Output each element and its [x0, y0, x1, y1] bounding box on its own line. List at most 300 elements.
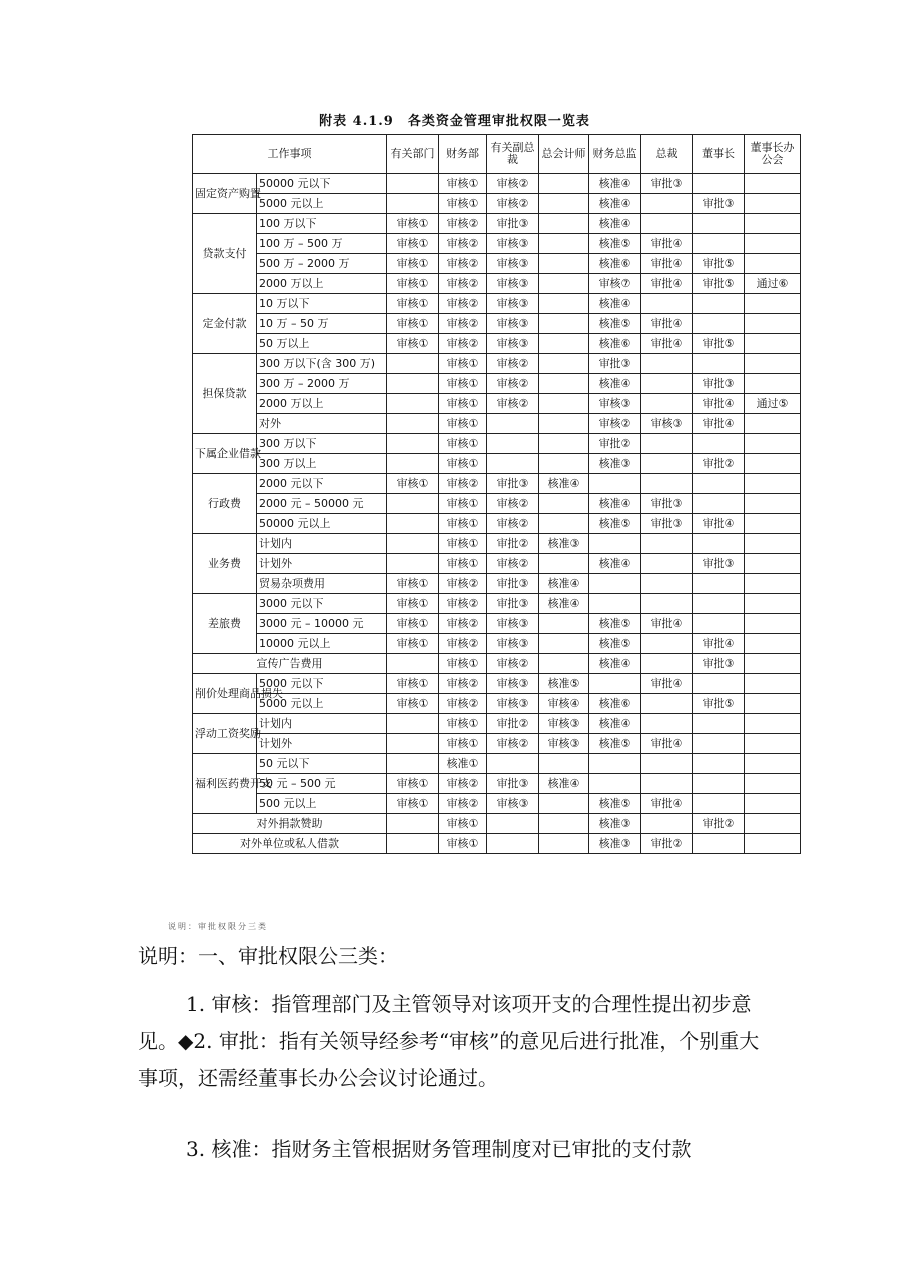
value-cell: 审核③: [539, 734, 589, 754]
value-cell: 审批④: [693, 514, 745, 534]
value-cell: [387, 734, 439, 754]
value-cell: [745, 754, 801, 774]
table-row: [193, 274, 801, 294]
value-cell: [693, 174, 745, 194]
value-cell: [589, 774, 641, 794]
header-cell: 总会计师: [539, 135, 589, 174]
value-cell: [387, 494, 439, 514]
value-cell: 核准④: [589, 214, 641, 234]
value-cell: 审核①: [439, 834, 487, 854]
value-cell: 核准⑤: [589, 794, 641, 814]
value-cell: 审批④: [641, 314, 693, 334]
category-cell: 浮动工资奖励: [193, 714, 257, 754]
value-cell: [387, 194, 439, 214]
value-cell: 审批②: [693, 454, 745, 474]
value-cell: [387, 834, 439, 854]
value-cell: 审核③: [487, 634, 539, 654]
value-cell: [641, 814, 693, 834]
value-cell: 审批⑤: [693, 334, 745, 354]
item-cell: 2000 元以下: [257, 474, 387, 494]
value-cell: [641, 534, 693, 554]
table-row: [193, 694, 801, 714]
table-row: [193, 374, 801, 394]
value-cell: 审核①: [439, 194, 487, 214]
value-cell: [539, 634, 589, 654]
value-cell: 审核③: [487, 234, 539, 254]
value-cell: [693, 294, 745, 314]
value-cell: 审核①: [439, 534, 487, 554]
value-cell: [539, 354, 589, 374]
value-cell: [745, 634, 801, 654]
value-cell: 审核②: [439, 614, 487, 634]
value-cell: 审核③: [589, 394, 641, 414]
value-cell: [589, 534, 641, 554]
value-cell: 审批②: [641, 834, 693, 854]
value-cell: 审批④: [693, 634, 745, 654]
value-cell: [693, 574, 745, 594]
value-cell: [745, 494, 801, 514]
value-cell: [745, 374, 801, 394]
value-cell: 审核②: [439, 594, 487, 614]
value-cell: 审批③: [487, 594, 539, 614]
value-cell: 审核②: [487, 514, 539, 534]
value-cell: [745, 574, 801, 594]
value-cell: 审核①: [387, 634, 439, 654]
header-cell: 董事长办公会: [745, 135, 801, 174]
value-cell: 审批②: [589, 434, 641, 454]
value-cell: 核准④: [539, 774, 589, 794]
value-cell: 审核②: [439, 234, 487, 254]
value-cell: 审核③: [487, 694, 539, 714]
value-cell: 审核②: [439, 574, 487, 594]
value-cell: 核准⑥: [589, 254, 641, 274]
item-cell: 10 万 – 50 万: [257, 314, 387, 334]
item-cell: 计划内: [257, 534, 387, 554]
value-cell: 核准①: [439, 754, 487, 774]
value-cell: [539, 514, 589, 534]
table-title: 附表 4.1.9 各类资金管理审批权限一览表: [319, 114, 590, 129]
value-cell: [539, 494, 589, 514]
value-cell: [387, 814, 439, 834]
item-cell: 100 万 – 500 万: [257, 234, 387, 254]
category-cell: 担保贷款: [193, 354, 257, 434]
value-cell: 核准③: [539, 534, 589, 554]
value-cell: 审批④: [693, 414, 745, 434]
value-cell: 核准④: [589, 194, 641, 214]
value-cell: [539, 214, 589, 234]
item-cell: 3000 元 – 10000 元: [257, 614, 387, 634]
value-cell: [387, 714, 439, 734]
value-cell: [539, 454, 589, 474]
table-row: [193, 174, 801, 194]
value-cell: [539, 794, 589, 814]
value-cell: [745, 434, 801, 454]
value-cell: [745, 714, 801, 734]
table-row: [193, 814, 801, 834]
value-cell: 核准⑤: [589, 734, 641, 754]
value-cell: 审批③: [641, 514, 693, 534]
value-cell: [693, 774, 745, 794]
value-cell: 审核③: [641, 414, 693, 434]
value-cell: 审核③: [539, 714, 589, 734]
value-cell: 审核①: [439, 654, 487, 674]
value-cell: [693, 734, 745, 754]
table-body: [193, 174, 801, 854]
value-cell: 审批③: [641, 174, 693, 194]
table-row: [193, 754, 801, 774]
value-cell: [387, 554, 439, 574]
value-cell: 审核①: [439, 554, 487, 574]
item-cell: 300 万 – 2000 万: [257, 374, 387, 394]
value-cell: 审批③: [487, 214, 539, 234]
value-cell: 审核③: [487, 254, 539, 274]
value-cell: [539, 334, 589, 354]
item-cell: 对外捐款赞助: [193, 814, 387, 834]
category-cell: 削价处理商品损失: [193, 674, 257, 714]
table-row: [193, 794, 801, 814]
value-cell: 核准④: [589, 494, 641, 514]
value-cell: [745, 514, 801, 534]
value-cell: 审核②: [439, 694, 487, 714]
item-cell: 宣传广告费用: [193, 654, 387, 674]
value-cell: 审批③: [487, 774, 539, 794]
value-cell: [641, 574, 693, 594]
value-cell: [745, 834, 801, 854]
header-cell: 工作事项: [193, 135, 387, 174]
value-cell: [387, 754, 439, 774]
value-cell: 审核②: [487, 734, 539, 754]
value-cell: 通过⑤: [745, 394, 801, 414]
value-cell: 审核①: [439, 814, 487, 834]
value-cell: [539, 834, 589, 854]
value-cell: [641, 554, 693, 574]
value-cell: 审核②: [439, 674, 487, 694]
value-cell: [539, 814, 589, 834]
value-cell: [539, 554, 589, 574]
value-cell: [487, 414, 539, 434]
value-cell: 审批③: [589, 354, 641, 374]
value-cell: 审核①: [439, 714, 487, 734]
value-cell: [745, 794, 801, 814]
value-cell: [745, 814, 801, 834]
value-cell: [745, 694, 801, 714]
value-cell: 审核①: [439, 514, 487, 534]
value-cell: 审批⑤: [693, 254, 745, 274]
value-cell: [589, 594, 641, 614]
category-cell: 定金付款: [193, 294, 257, 354]
value-cell: [641, 754, 693, 774]
item-cell: 300 万以下: [257, 434, 387, 454]
value-cell: 审核②: [439, 634, 487, 654]
value-cell: [745, 354, 801, 374]
value-cell: [745, 254, 801, 274]
value-cell: [539, 654, 589, 674]
value-cell: [539, 314, 589, 334]
table-row: [193, 654, 801, 674]
item-cell: 500 万 – 2000 万: [257, 254, 387, 274]
table-row: [193, 334, 801, 354]
value-cell: 核准⑤: [589, 634, 641, 654]
value-cell: 审批⑤: [693, 274, 745, 294]
value-cell: [641, 394, 693, 414]
value-cell: [745, 294, 801, 314]
table-row: [193, 534, 801, 554]
value-cell: 审核①: [439, 454, 487, 474]
value-cell: 审批②: [487, 534, 539, 554]
value-cell: [745, 174, 801, 194]
cut-off-caption: 说明：审批权限分三类: [168, 922, 268, 931]
value-cell: [693, 714, 745, 734]
item-cell: 300 万以上: [257, 454, 387, 474]
value-cell: 审核①: [439, 354, 487, 374]
value-cell: [745, 314, 801, 334]
value-cell: [539, 434, 589, 454]
value-cell: [745, 234, 801, 254]
value-cell: [693, 674, 745, 694]
value-cell: 审核③: [487, 794, 539, 814]
value-cell: [641, 294, 693, 314]
value-cell: 审核⑦: [589, 274, 641, 294]
table-row: [193, 354, 801, 374]
table-row: [193, 434, 801, 454]
item-cell: 对外: [257, 414, 387, 434]
approval-authority-table: [192, 134, 801, 854]
value-cell: 审核②: [487, 494, 539, 514]
value-cell: 审核①: [387, 694, 439, 714]
value-cell: [693, 834, 745, 854]
value-cell: 核准④: [589, 654, 641, 674]
value-cell: 审核②: [487, 654, 539, 674]
value-cell: [693, 494, 745, 514]
value-cell: 审批④: [641, 274, 693, 294]
value-cell: [539, 274, 589, 294]
table-row: [193, 294, 801, 314]
value-cell: 审核②: [439, 274, 487, 294]
value-cell: [693, 474, 745, 494]
header-cell: 财务部: [439, 135, 487, 174]
value-cell: 审核①: [387, 314, 439, 334]
value-cell: 审核①: [439, 374, 487, 394]
value-cell: [387, 434, 439, 454]
table-row: [193, 394, 801, 414]
value-cell: 审批③: [487, 474, 539, 494]
value-cell: 审核②: [439, 214, 487, 234]
value-cell: 审核③: [487, 614, 539, 634]
item-cell: 50 元以下: [257, 754, 387, 774]
value-cell: [589, 474, 641, 494]
value-cell: 审批②: [693, 814, 745, 834]
value-cell: [539, 254, 589, 274]
value-cell: [745, 614, 801, 634]
value-cell: [693, 614, 745, 634]
category-cell: 业务费: [193, 534, 257, 594]
value-cell: 审批④: [641, 794, 693, 814]
value-cell: [745, 194, 801, 214]
item-cell: 计划内: [257, 714, 387, 734]
category-cell: 福利医药费开支: [193, 754, 257, 814]
table-row: [193, 774, 801, 794]
value-cell: 通过⑥: [745, 274, 801, 294]
item-cell: 100 万以下: [257, 214, 387, 234]
value-cell: 审批④: [641, 334, 693, 354]
value-cell: 核准④: [589, 374, 641, 394]
table-row: [193, 454, 801, 474]
value-cell: 审核④: [539, 694, 589, 714]
value-cell: [539, 394, 589, 414]
value-cell: [745, 474, 801, 494]
value-cell: 审批③: [693, 554, 745, 574]
value-cell: 核准④: [539, 474, 589, 494]
value-cell: [487, 434, 539, 454]
table-row: [193, 714, 801, 734]
value-cell: 审核①: [387, 234, 439, 254]
value-cell: [387, 354, 439, 374]
value-cell: 审核①: [439, 174, 487, 194]
value-cell: 审核①: [387, 674, 439, 694]
value-cell: 审核①: [387, 594, 439, 614]
value-cell: 核准⑤: [589, 234, 641, 254]
item-cell: 50 元 – 500 元: [257, 774, 387, 794]
value-cell: [539, 234, 589, 254]
value-cell: [387, 374, 439, 394]
value-cell: 审批④: [641, 734, 693, 754]
value-cell: [641, 714, 693, 734]
value-cell: 审核①: [439, 734, 487, 754]
value-cell: 审核①: [439, 414, 487, 434]
item-cell: 300 万以下(含 300 万): [257, 354, 387, 374]
value-cell: 审批⑤: [693, 694, 745, 714]
item-cell: 50 万以上: [257, 334, 387, 354]
category-cell: 行政费: [193, 474, 257, 534]
value-cell: 审核②: [487, 354, 539, 374]
item-cell: 3000 元以下: [257, 594, 387, 614]
value-cell: [745, 554, 801, 574]
value-cell: [641, 374, 693, 394]
value-cell: [387, 414, 439, 434]
value-cell: 审核①: [387, 334, 439, 354]
table-row: [193, 194, 801, 214]
note-paragraph-1: 1. 审核：指管理部门及主管领导对该项开支的合理性提出初步意见。◆2. 审批：指有关领导经参考“审核”的意见后进行批准，个别重大事项，还需经董事长办公会议讨论通过。: [138, 992, 760, 1090]
table-row: [193, 734, 801, 754]
table-row: [193, 214, 801, 234]
value-cell: 审核②: [439, 294, 487, 314]
value-cell: 审批②: [487, 714, 539, 734]
value-cell: [539, 294, 589, 314]
item-cell: 计划外: [257, 554, 387, 574]
table-row: [193, 634, 801, 654]
value-cell: 审批③: [693, 194, 745, 214]
value-cell: 审核③: [487, 314, 539, 334]
item-cell: 10000 元以上: [257, 634, 387, 654]
value-cell: [589, 754, 641, 774]
value-cell: [693, 534, 745, 554]
value-cell: [641, 594, 693, 614]
value-cell: [641, 654, 693, 674]
value-cell: [387, 394, 439, 414]
value-cell: 核准⑥: [589, 694, 641, 714]
value-cell: [641, 454, 693, 474]
value-cell: [641, 694, 693, 714]
value-cell: [641, 354, 693, 374]
value-cell: [387, 654, 439, 674]
value-cell: [693, 234, 745, 254]
value-cell: 审批④: [641, 234, 693, 254]
value-cell: [641, 214, 693, 234]
value-cell: [387, 174, 439, 194]
table-row: [193, 494, 801, 514]
value-cell: 审核①: [387, 574, 439, 594]
category-cell: 下属企业借款: [193, 434, 257, 474]
table-row: [193, 574, 801, 594]
value-cell: 审核①: [387, 474, 439, 494]
table-row: [193, 614, 801, 634]
value-cell: 核准③: [589, 814, 641, 834]
value-cell: [387, 454, 439, 474]
value-cell: 审批④: [641, 614, 693, 634]
value-cell: 审核③: [487, 334, 539, 354]
value-cell: 审核②: [439, 774, 487, 794]
value-cell: 审核③: [487, 294, 539, 314]
value-cell: 审核②: [487, 394, 539, 414]
value-cell: [745, 454, 801, 474]
value-cell: 审批③: [693, 374, 745, 394]
item-cell: 2000 元 – 50000 元: [257, 494, 387, 514]
value-cell: 核准④: [539, 594, 589, 614]
value-cell: 审核①: [439, 494, 487, 514]
value-cell: [745, 734, 801, 754]
value-cell: [539, 614, 589, 634]
value-cell: [539, 754, 589, 774]
item-cell: 10 万以下: [257, 294, 387, 314]
value-cell: 核准⑤: [589, 614, 641, 634]
value-cell: 核准⑤: [589, 314, 641, 334]
item-cell: 2000 万以上: [257, 394, 387, 414]
value-cell: [589, 674, 641, 694]
value-cell: 审核②: [439, 474, 487, 494]
item-cell: 50000 元以下: [257, 174, 387, 194]
value-cell: [745, 774, 801, 794]
table-row: [193, 314, 801, 334]
value-cell: 审核①: [439, 434, 487, 454]
value-cell: [693, 794, 745, 814]
table-row: [193, 474, 801, 494]
value-cell: [693, 754, 745, 774]
category-cell: 差旅费: [193, 594, 257, 654]
value-cell: 审核①: [387, 294, 439, 314]
value-cell: [641, 634, 693, 654]
value-cell: [745, 674, 801, 694]
value-cell: [745, 594, 801, 614]
value-cell: [745, 534, 801, 554]
item-cell: 2000 万以上: [257, 274, 387, 294]
table-row: [193, 414, 801, 434]
value-cell: 审核②: [439, 334, 487, 354]
header-cell: 有关部门: [387, 135, 439, 174]
value-cell: 审核①: [387, 614, 439, 634]
value-cell: [589, 574, 641, 594]
value-cell: [693, 434, 745, 454]
value-cell: 审核②: [589, 414, 641, 434]
value-cell: 核准③: [589, 454, 641, 474]
value-cell: 审核②: [487, 374, 539, 394]
value-cell: 审核①: [387, 794, 439, 814]
value-cell: [487, 814, 539, 834]
value-cell: [745, 214, 801, 234]
value-cell: 审核③: [487, 674, 539, 694]
value-cell: [539, 414, 589, 434]
value-cell: [693, 214, 745, 234]
value-cell: 审核①: [387, 254, 439, 274]
